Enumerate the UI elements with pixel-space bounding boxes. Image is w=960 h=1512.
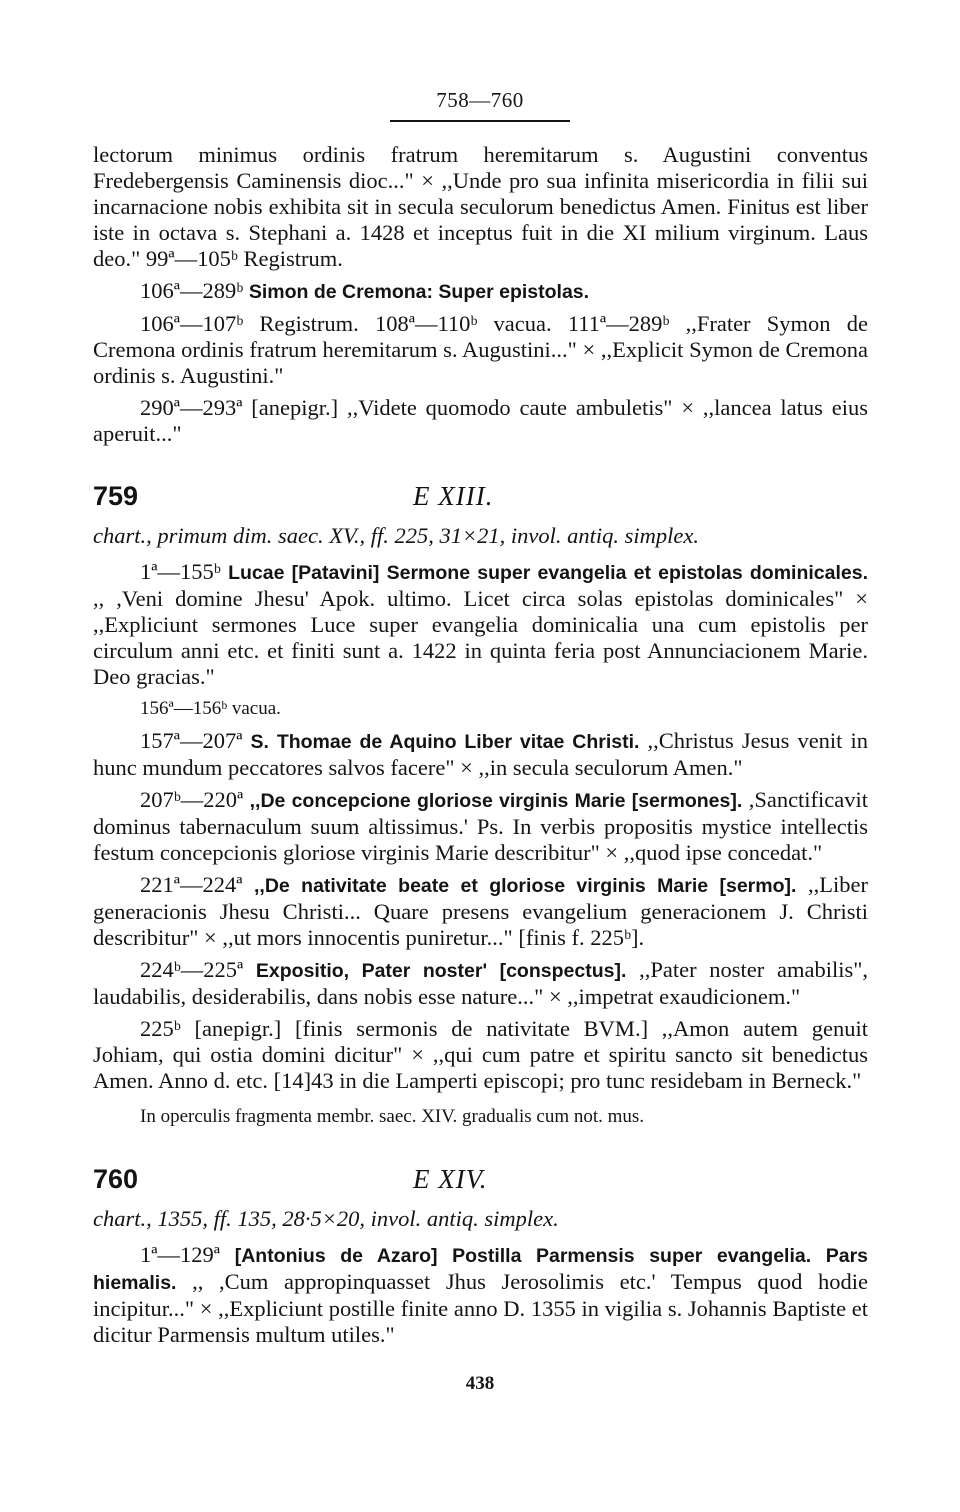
item-text: ,, ,Veni domine Jhesu' Apok. ultimo. Licet circa solas epistolas dominicales" × ,,Expliciunt sermones Luce super evangelia dominicalia una cum epistolis per circulum anni etc. et finiti sunt a. 1422 in quinta feria post Annunciacionem Marie. Deo gracias.": [93, 586, 868, 689]
folio-range: 106ª—289ᵇ: [140, 278, 244, 303]
entry-759-item-4: [93, 787, 868, 866]
item-text: ,,Christus Jesus venit in hunc mundum peccatores salvos facere" × ,,in secula seculorum Amen.": [93, 728, 869, 780]
entry-759-item-6: [93, 957, 868, 1010]
entry-760-heading: [93, 1166, 868, 1192]
item-title: [Antonius de Azaro] Postilla Parmensis super evangelia. Pars hiemalis.: [93, 1245, 869, 1294]
folio-range: 157ª—207ª: [140, 728, 243, 753]
entry-758-item-3: 290ª—293ª [anepigr.] ,,Videte quomodo caute ambuletis" × ,,lancea latus eius aperuit...": [93, 395, 868, 446]
entry-760-description: chart., 1355, ff. 135, 28·5×20, invol. antiq. simplex.: [93, 1206, 559, 1231]
item-text: ,Sanctificavit dominus tabernaculum suum altissimus.' Ps. In verbis propositis mystice intellectis festum concepcionis gloriose virginis Marie describitur" × ,,quod ipse concedat.": [93, 787, 869, 865]
item-title: ,,De nativitate beate et gloriose virginis Marie [sermo].: [254, 875, 797, 897]
header-rule: [390, 120, 570, 122]
entry-760-item-1: [93, 1242, 868, 1348]
page-number: 438: [465, 1373, 495, 1394]
item-title: ,,De concepcione gloriose virginis Marie [sermones].: [249, 790, 743, 812]
item-text: ,,Liber generacionis Jhesu Christi... Quare presens evangelium generacionem J. Christi describitur" × ,,ut mors innocentis puniretur..." [finis f. 225ᵇ].: [93, 872, 868, 950]
entry-number: 760: [93, 1164, 139, 1194]
entry-758-item-text: 106ª—107ᵇ Registrum. 108ª—110ᵇ vacua. 111ª—289ᵇ ,,Frater Symon de Cremona ordinis fratrum heremitarum s. Augustini..." × ,,Explicit Symon de Cremona ordinis s. Augustini.": [93, 311, 868, 388]
item-title: Expositio, Pater noster' [conspectus].: [255, 960, 627, 982]
folio-range: 1ª—155ᵇ: [140, 559, 221, 584]
item-text: ,, ,Cum appropinquasset Jhus Jerosolimis etc.' Tempus quod hodie incipitur..." × ,,Expliciunt postille finite anno D. 1355 in vigilia s. Johannis Baptiste et dicitur Parmensis multum utiles.": [93, 1269, 868, 1347]
folio-range: 207ᵇ—220ª: [140, 787, 244, 812]
entry-758-continuation: lectorum minimus ordinis fratrum heremitarum s. Augustini conventus Fredebergensis Caminensis dioc..." × ,,Unde pro sua infinita misericordia in filii sui incarnacione nobis exhibita sit in secula seculorum benedictus Amen. Finitus est liber iste in octava s. Stephani a. 1428 et inceptus fuit in die XI milium virginum. Laus deo." 99ª—105ᵇ Registrum.: [93, 142, 868, 271]
entry-759-item-2: 156ª—156ᵇ vacua.: [140, 698, 281, 719]
entry-759-item-7: 225ᵇ [anepigr.] [finis sermonis de nativitate BVM.] ,,Amon autem genuit Johiam, qui ostia domini dicitur" × ,,qui cum patre et spiritu sancto sit benedictus Amen. Anno d. etc. [14]43 in die Lamperti episcopi; pro tunc residebam in Berneck.": [93, 1016, 868, 1093]
page-body: [93, 142, 868, 1348]
entry-759-heading: [93, 483, 868, 509]
folio-range: 221ª—224ª: [140, 872, 243, 897]
entry-759-item-5: [93, 872, 868, 951]
shelfmark: E XIV.: [413, 1164, 488, 1194]
item-title: S. Thomae de Aquino Liber vitae Christi.: [250, 731, 640, 753]
entry-number: 759: [93, 481, 139, 511]
shelfmark: E XIII.: [413, 481, 494, 511]
running-head: 758—760: [436, 88, 524, 112]
entry-759-binding-note: In operculis fragmenta membr. saec. XIV. gradualis cum not. mus.: [140, 1106, 645, 1127]
entry-759-item-1: [93, 559, 868, 690]
item-title: Lucae [Patavini] Sermone super evangelia et epistolas dominicales.: [228, 562, 868, 584]
folio-range: 224ᵇ—225ª: [140, 957, 244, 982]
entry-759-item-3: [93, 728, 868, 781]
item-text: ,,Pater noster amabilis", laudabilis, desiderabilis, dans nobis esse nature..." × ,,impetrat exaudicionem.": [93, 957, 869, 1009]
entry-759-description: chart., primum dim. saec. XV., ff. 225, 31×21, invol. antiq. simplex.: [93, 523, 699, 548]
folio-range: 1ª—129ª: [140, 1242, 220, 1267]
entry-758-item-title: [93, 278, 868, 305]
item-title: Simon de Cremona: Super epistolas.: [248, 281, 590, 303]
